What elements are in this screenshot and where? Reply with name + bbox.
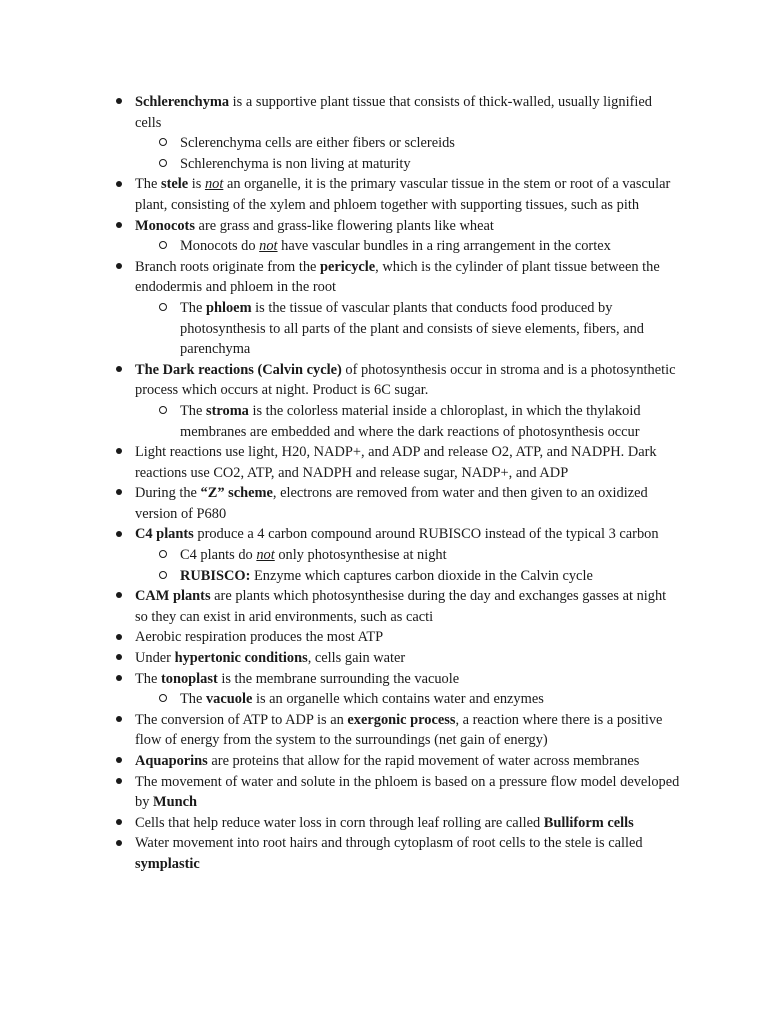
- bullet-text: [135, 629, 383, 645]
- bullet-circle-icon: [156, 236, 170, 257]
- body-text: have vascular bundles in a ring arrangement in the cortex: [277, 238, 611, 255]
- bullet-dot-icon: [112, 813, 126, 834]
- body-text: , cells gain water: [307, 650, 406, 667]
- bullet-text: [135, 671, 459, 687]
- bold-term: C4 plants: [135, 526, 194, 543]
- bullet-text: [135, 753, 639, 769]
- body-text: is the membrane surrounding the vacuole: [217, 670, 460, 687]
- bullet-text: [135, 815, 634, 831]
- bullet-text: [135, 774, 679, 811]
- bullet-text: [135, 588, 666, 625]
- bullet-item: [135, 751, 680, 772]
- bold-term: Bulliform cells: [543, 814, 634, 831]
- bullet-item: [135, 710, 680, 751]
- bold-term: tonoplast: [160, 670, 218, 687]
- bullet-dot-icon: [112, 257, 126, 278]
- bullet-circle-icon: [156, 401, 170, 422]
- body-text: The: [180, 402, 206, 419]
- bullet-dot-icon: [112, 648, 126, 669]
- bold-term: Monocots: [135, 217, 195, 234]
- body-text: The: [180, 299, 206, 316]
- body-text: The: [180, 691, 206, 708]
- body-text: is the colorless material inside a chloroplast, in which the thylakoid membranes are embedded and where the dark reactions of photosynthesis occur: [180, 402, 641, 440]
- body-text: are plants which photosynthesise during the day and exchanges gasses at night so they can exist in arid environments, such as cacti: [135, 588, 667, 625]
- sub-bullet-item: [180, 545, 670, 566]
- bullet-dot-icon: [112, 710, 126, 731]
- bullet-text: [135, 650, 405, 666]
- bullet-item: [135, 92, 680, 133]
- bullet-item: [135, 627, 680, 648]
- bold-term: Munch: [153, 794, 197, 811]
- sub-bullet-text: [180, 135, 455, 151]
- bold-term: stele: [160, 176, 189, 193]
- body-text: , electrons are removed from water and then given to an oxidized version of P680: [135, 485, 648, 522]
- bullet-item: [135, 586, 680, 627]
- bullet-text: [135, 94, 652, 131]
- body-text: is a supportive plant tissue that consists of thick-walled, usually lignified cells: [135, 94, 652, 131]
- bullet-dot-icon: [112, 586, 126, 607]
- bold-term: hypertonic conditions: [174, 650, 308, 667]
- bullet-dot-icon: [112, 216, 126, 237]
- bullet-dot-icon: [112, 627, 126, 648]
- bullet-dot-icon: [112, 360, 126, 381]
- body-text: Schlerenchyma is non living at maturity: [180, 155, 411, 172]
- body-text: The conversion of ATP to ADP is an: [135, 711, 348, 728]
- underlined-text: [205, 176, 223, 192]
- sub-bullet-item: [180, 133, 670, 154]
- bullet-text: [135, 526, 659, 542]
- bullet-dot-icon: [112, 442, 126, 463]
- bullet-dot-icon: [112, 772, 126, 793]
- bullet-dot-icon: [112, 751, 126, 772]
- body-text: Aerobic respiration produces the most ATP: [135, 629, 384, 646]
- bullet-item: [135, 174, 680, 215]
- bullet-item: [135, 669, 680, 690]
- bold-term: Aquaporins: [135, 753, 208, 769]
- bullet-text: [135, 176, 670, 213]
- bold-term: CAM plants: [135, 588, 211, 605]
- bullet-text: [135, 259, 660, 296]
- bullet-dot-icon: [112, 483, 126, 504]
- underlined-text: [256, 547, 274, 563]
- body-text: During the: [135, 485, 201, 502]
- bullet-dot-icon: [112, 669, 126, 690]
- bullet-circle-icon: [156, 154, 170, 175]
- bullet-dot-icon: [112, 524, 126, 545]
- body-text: The: [135, 670, 161, 687]
- sub-bullet-item: [180, 566, 670, 587]
- bullet-item: [135, 257, 680, 298]
- bullet-dot-icon: [112, 92, 126, 113]
- bullet-item: [135, 648, 680, 669]
- bullet-item: [135, 483, 680, 524]
- bullet-item: [135, 772, 680, 813]
- bullet-dot-icon: [112, 833, 126, 854]
- bullet-circle-icon: [156, 133, 170, 154]
- sub-bullet-text: [180, 403, 641, 440]
- body-text: Sclerenchyma cells are either fibers or sclereids: [180, 135, 455, 152]
- bullet-item: [135, 833, 680, 874]
- bullet-circle-icon: [156, 689, 170, 710]
- body-text: The: [135, 176, 161, 193]
- bullet-item: [135, 524, 680, 545]
- emphasis-text: not: [204, 176, 224, 193]
- body-text: only photosynthesise at night: [274, 547, 447, 564]
- sub-bullet-item: [180, 154, 670, 175]
- bullet-text: [135, 485, 648, 522]
- sub-bullet-text: [180, 300, 644, 357]
- bullet-item: [135, 442, 680, 483]
- bullet-item: [135, 360, 680, 401]
- body-text: Water movement into root hairs and through cytoplasm of root cells to the stele is called: [135, 835, 643, 852]
- body-text: The movement of water and solute in the phloem is based on a pressure flow model developed by: [135, 773, 680, 811]
- body-text: an organelle, it is the primary vascular tissue in the stem or root of a vascular plant, consisting of the xylem and phloem together with supporting tissues, such as pith: [135, 176, 671, 213]
- body-text: Monocots do: [180, 238, 260, 255]
- bullet-text: [135, 218, 494, 234]
- bullet-circle-icon: [156, 298, 170, 319]
- bullet-text: [135, 835, 643, 872]
- bullet-text: [135, 362, 676, 399]
- sub-bullet-text: [180, 238, 611, 254]
- bullet-text: [135, 712, 662, 749]
- sub-bullet-text: [180, 568, 593, 584]
- bold-term: symplastic: [135, 855, 200, 872]
- body-text: is an organelle which contains water and enzymes: [252, 691, 544, 708]
- bold-term: The Dark reactions (Calvin cycle): [135, 361, 342, 378]
- bold-term: pericycle: [320, 258, 376, 275]
- body-text: , which is the cylinder of plant tissue between the endodermis and phloem in the root: [135, 258, 660, 296]
- sub-bullet-item: [180, 689, 670, 710]
- body-text: , a reaction where there is a positive flow of energy from the system to the surroundings (net gain of energy): [135, 711, 663, 749]
- body-text: of photosynthesis occur in stroma and is a photosynthetic process which occurs at night. Product is 6C sugar.: [135, 361, 676, 399]
- bullet-circle-icon: [156, 566, 170, 587]
- body-text: are proteins that allow for the rapid movement of water across membranes: [207, 753, 640, 769]
- underlined-text: [259, 238, 277, 254]
- bold-term: “Z” scheme: [200, 485, 273, 502]
- body-text: produce a 4 carbon compound around RUBISCO instead of the typical 3 carbon: [193, 526, 659, 543]
- bullet-text: [135, 444, 657, 481]
- sub-bullet-text: [180, 691, 544, 707]
- bullet-dot-icon: [112, 174, 126, 195]
- body-text: Under: [135, 650, 175, 667]
- sub-bullet-item: [180, 298, 670, 360]
- body-text: is: [188, 176, 205, 193]
- body-text: are grass and grass-like flowering plants like wheat: [194, 217, 494, 234]
- bullet-circle-icon: [156, 545, 170, 566]
- body-text: Enzyme which captures carbon dioxide in the Calvin cycle: [250, 567, 593, 584]
- sub-bullet-item: [180, 401, 670, 442]
- emphasis-text: not: [259, 238, 278, 255]
- sub-bullet-text: [180, 547, 447, 563]
- emphasis-text: not: [256, 547, 275, 564]
- body-text: Light reactions use light, H20, NADP+, and ADP and release O2, ATP, and NADPH. Dark reactions use CO2, ATP, and NADPH and release sugar, NADP+, and ADP: [135, 444, 657, 481]
- sub-bullet-text: [180, 156, 411, 172]
- bold-term: Schlerenchyma: [135, 94, 230, 110]
- bold-term: exergonic process: [347, 711, 456, 728]
- sub-bullet-item: [180, 236, 670, 257]
- bold-term: RUBISCO:: [180, 567, 251, 584]
- body-text: Cells that help reduce water loss in corn through leaf rolling are called: [135, 814, 544, 831]
- bold-term: phloem: [205, 299, 252, 316]
- body-text: is the tissue of vascular plants that conducts food produced by photosynthesis to all parts of the plant and consists of sieve elements, fibers, and parenchyma: [180, 299, 645, 358]
- bold-term: stroma: [205, 402, 249, 419]
- body-text: C4 plants do: [180, 547, 257, 564]
- bullet-item: [135, 813, 680, 834]
- bold-term: vacuole: [205, 691, 253, 708]
- notes-page: [0, 92, 768, 875]
- body-text: Branch roots originate from the: [135, 258, 321, 275]
- bullet-item: [135, 216, 680, 237]
